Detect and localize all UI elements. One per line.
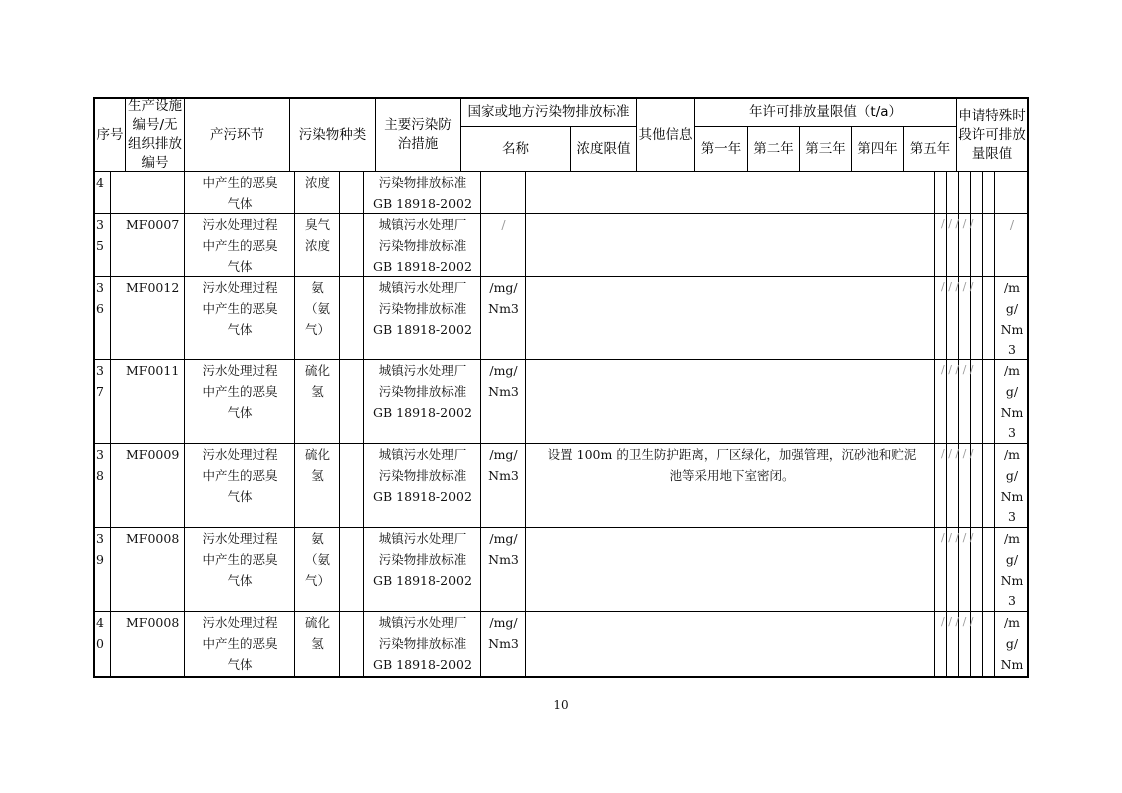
annual-limit-slashes: / / / / /: [941, 217, 974, 230]
cell-process: 污水处理过程 中产生的恶臭 气体: [202, 217, 278, 274]
header-other-info: 其他信息: [638, 126, 693, 143]
cell-limit: /mg/ Nm3: [488, 615, 519, 651]
cell-pollutant: 硫化 氢: [304, 363, 330, 399]
cell-pollutant: 臭气 浓度: [304, 217, 330, 253]
cell-code: MF0009: [126, 447, 180, 462]
cell-special: /m g/ Nm 3: [1000, 531, 1024, 609]
cell-process: 污水处理过程 中产生的恶臭 气体: [202, 363, 278, 420]
header-year1: 第一年: [700, 140, 742, 157]
cell-pollutant: 氨 （氨 气）: [304, 531, 330, 588]
cell-code: MF0008: [126, 531, 180, 546]
cell-pollutant: 硫化 氢: [304, 447, 330, 483]
cell-seq: 3 9: [96, 531, 104, 567]
cell-standard: 城镇污水处理厂 污染物排放标准 GB 18918-2002: [373, 217, 472, 274]
cell-special: /m g/ Nm 3: [1000, 280, 1024, 358]
header-facility-code: 生产设施 编号/无 组织排放 编号: [128, 98, 182, 171]
cell-special: /m g/ Nm: [1000, 615, 1024, 672]
annual-limit-slashes: / / / / /: [941, 531, 974, 544]
cell-code: MF0012: [126, 280, 180, 295]
cell-seq: 3 5: [96, 217, 104, 253]
annual-limit-slashes: / / / / /: [941, 447, 974, 460]
cell-special: /: [1009, 217, 1015, 232]
cell-process: 污水处理过程 中产生的恶臭 气体: [202, 447, 278, 504]
cell-process: 污水处理过程 中产生的恶臭 气体: [202, 615, 278, 672]
cell-process: 污水处理过程 中产生的恶臭 气体: [202, 280, 278, 337]
annual-limit-slashes: / / / / /: [941, 615, 974, 628]
header-year5: 第五年: [909, 140, 951, 157]
cell-standard: 污染物排放标准 GB 18918-2002: [373, 175, 472, 211]
header-special: 申请特殊时 段许可排放 量限值: [958, 107, 1026, 162]
header-std-name: 名称: [502, 140, 529, 157]
cell-pollutant: 硫化 氢: [304, 615, 330, 651]
cell-pollutant: 氨 （氨 气）: [304, 280, 330, 337]
page-number: 10: [553, 698, 569, 712]
cell-code: MF0007: [126, 217, 180, 232]
cell-code: MF0011: [126, 363, 180, 378]
cell-standard: 城镇污水处理厂 污染物排放标准 GB 18918-2002: [373, 280, 472, 337]
header-year4: 第四年: [857, 140, 898, 157]
header-year3: 第三年: [805, 140, 846, 157]
other-info-text: 设置 100m 的卫生防护距离，厂区绿化，加强管理，沉砂池和贮泥 池等采用地下室密闭。: [547, 447, 917, 483]
cell-special: /m g/ Nm 3: [1000, 363, 1024, 441]
cell-seq: 4 0: [96, 615, 104, 651]
header-annual-group: 年许可排放量限值（t/a）: [748, 104, 903, 120]
annual-limit-slashes: / / / / /: [941, 280, 974, 293]
header-std-limit: 浓度限值: [576, 140, 631, 157]
header-year2: 第二年: [753, 140, 794, 157]
cell-code: MF0008: [126, 615, 180, 630]
cell-seq: 3 6: [96, 280, 104, 316]
annual-limit-slashes: / / / / /: [941, 363, 974, 376]
cell-process: 中产生的恶臭 气体: [202, 175, 278, 211]
cell-standard: 城镇污水处理厂 污染物排放标准 GB 18918-2002: [373, 363, 472, 420]
cell-special: /m g/ Nm 3: [1000, 447, 1024, 525]
cell-standard: 城镇污水处理厂 污染物排放标准 GB 18918-2002: [373, 447, 472, 504]
cell-standard: 城镇污水处理厂 污染物排放标准 GB 18918-2002: [373, 615, 472, 672]
header-process: 产污环节: [210, 126, 264, 143]
header-pollutant: 污染物种类: [298, 126, 367, 143]
cell-seq: 3 7: [96, 363, 104, 399]
cell-limit: /mg/ Nm3: [488, 363, 519, 399]
cell-limit: /mg/ Nm3: [488, 280, 519, 316]
cell-process: 污水处理过程 中产生的恶臭 气体: [202, 531, 278, 588]
header-measures: 主要污染防 治措施: [384, 117, 452, 152]
cell-seq: 3 8: [96, 447, 104, 483]
cell-limit: /: [501, 217, 506, 232]
cell-pollutant: 浓度: [304, 175, 330, 190]
cell-limit: /mg/ Nm3: [488, 531, 519, 567]
cell-limit: /mg/ Nm3: [488, 447, 519, 483]
header-seq: 序号: [96, 126, 124, 143]
cell-seq: 4: [96, 175, 104, 190]
header-standard-group: 国家或地方污染物排放标准: [467, 104, 630, 120]
cell-standard: 城镇污水处理厂 污染物排放标准 GB 18918-2002: [373, 531, 472, 588]
